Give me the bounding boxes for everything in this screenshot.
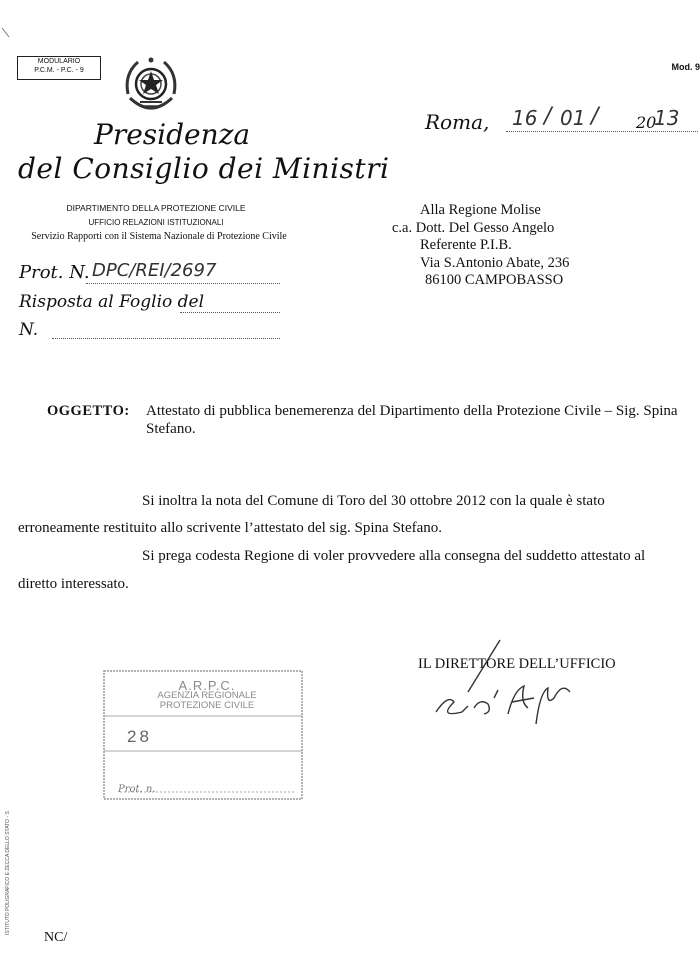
- mod-label: Mod. 9: [671, 62, 700, 72]
- republic-emblem-icon: [120, 54, 182, 120]
- date-century: 20: [636, 113, 657, 132]
- body-paragraph-2-line-1: Si prega codesta Regione di voler provvedere alla consegna del suddetto attestato al: [142, 548, 646, 564]
- number-rule: [52, 338, 280, 339]
- office-name: UFFICIO RELAZIONI ISTITUZIONALI: [88, 218, 224, 227]
- body-paragraph-1-line-1: Si inoltra la nota del Comune di Toro del 30 ottobre 2012 con la quale è stato: [142, 493, 605, 509]
- address-line: Alla Regione Molise: [420, 202, 541, 218]
- recipient-address: [392, 202, 569, 290]
- stamp-subtitle: AGENZIA REGIONALE: [157, 690, 257, 701]
- department-name: DIPARTIMENTO DELLA PROTEZIONE CIVILE: [66, 203, 246, 213]
- date-month: 01: [560, 106, 586, 130]
- risposta-rule: [180, 312, 280, 313]
- stamp-subtitle: PROTEZIONE CIVILE: [159, 700, 255, 711]
- number-label: N.: [19, 320, 39, 340]
- modulario-box: [17, 56, 101, 80]
- corner-mark: [0, 26, 14, 40]
- stamp-organization: A.R.P.C.: [178, 678, 236, 693]
- service-name: Servizio Rapporti con il Sistema Nazionale di Protezione Civile: [31, 231, 287, 242]
- presidenza-title: Presidenza: [94, 118, 251, 151]
- risposta-label: Risposta al Foglio del: [19, 292, 205, 312]
- initials: NC/: [44, 930, 68, 945]
- date-city: Roma,: [425, 110, 490, 134]
- subject-text: Attestato di pubblica benemerenza del Dipartimento della Protezione Civile – Sig. Spina Stefano.: [146, 403, 678, 437]
- date-separator: /: [544, 104, 552, 129]
- modulario-line1: MODULARIO: [37, 58, 81, 65]
- stamp-number: 28: [127, 727, 152, 746]
- body-paragraph-2-line-2: diretto interessato.: [18, 576, 129, 592]
- address-line: c.a. Dott. Del Gesso Angelo: [392, 219, 555, 236]
- address-line: 86100 CAMPOBASSO: [425, 272, 564, 288]
- address-line: Via S.Antonio Abate, 236: [420, 254, 570, 271]
- address-line: Referente P.I.B.: [420, 237, 512, 253]
- stamp-protocol-label: Prot. n.: [118, 784, 156, 795]
- date-day: 16: [512, 106, 538, 130]
- printer-imprint: ISTITUTO POLIGRAFICO E ZECCA DELLO STATO - S.: [5, 809, 11, 935]
- presidenza-subtitle: del Consiglio dei Ministri: [18, 152, 390, 185]
- signatory-title: IL DIRETTORE DELL’UFFICIO: [418, 656, 616, 672]
- date-rule: [506, 131, 698, 132]
- date-separator: /: [591, 104, 599, 129]
- date-year: 13: [654, 106, 680, 130]
- modulario-line2: P.C.M. - P.C. - 9: [34, 67, 84, 74]
- protocol-rule: [86, 283, 280, 284]
- body-paragraph-1-line-2: erroneamente restituito allo scrivente l’attestato del sig. Spina Stefano.: [18, 520, 443, 536]
- subject-label: OGGETTO:: [47, 403, 130, 419]
- handwritten-signature: [428, 632, 598, 732]
- protocol-label: Prot. N.: [19, 262, 90, 283]
- protocol-number: DPC/REI/2697: [92, 260, 217, 281]
